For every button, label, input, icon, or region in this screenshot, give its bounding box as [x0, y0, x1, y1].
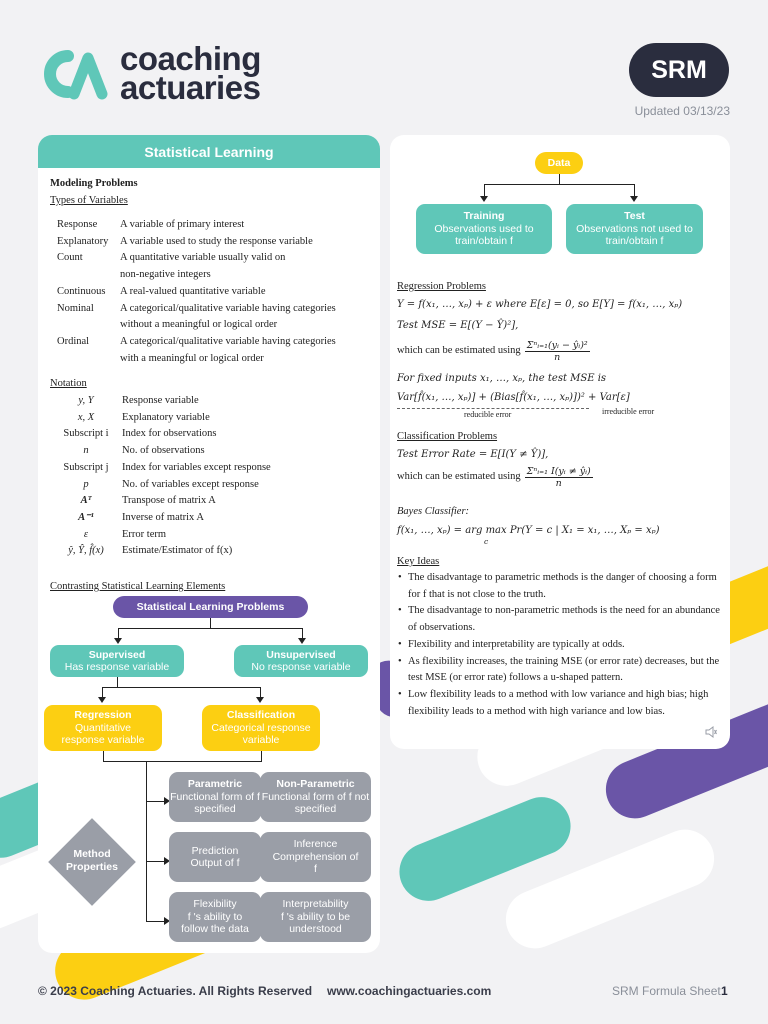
connector: [103, 751, 104, 761]
reducible-label: reducible error: [464, 410, 512, 419]
variables-list: [50, 217, 372, 367]
notation-symbol: n: [83, 445, 89, 457]
supervised-title: Supervised: [88, 648, 146, 661]
variable-type: Response: [57, 219, 98, 230]
logo-mark-icon: [38, 48, 112, 100]
connector: [146, 861, 166, 862]
variable-type: Ordinal: [57, 335, 90, 347]
interpretability-desc: f 's ability to be understood: [280, 910, 351, 936]
connector: [102, 687, 260, 688]
notation-desc: Index for observations: [122, 428, 217, 440]
data-label: Data: [547, 156, 571, 169]
test-box: [566, 204, 703, 254]
flow-unsupervised: [234, 645, 368, 677]
notation-row: [50, 443, 372, 460]
notation-symbol: Subscript i: [63, 428, 109, 440]
variable-row: [50, 267, 372, 284]
supervised-desc: Has response variable: [64, 661, 170, 673]
connector: [146, 801, 166, 802]
key-idea-item: • Flexibility and interpretability are typically at odds.: [397, 637, 723, 654]
flow-classification: [202, 705, 320, 751]
reducible-brace: [397, 408, 589, 409]
parametric-desc: Functional form of f specified: [170, 790, 260, 816]
notation-symbol: x, X: [77, 411, 95, 423]
variable-desc: A quantitative variable usually valid on: [120, 252, 286, 264]
training-desc: Observations used to train/obtain f: [434, 222, 534, 248]
unsupervised-desc: No response variable: [251, 661, 351, 673]
regression-desc: Quantitative response variable: [61, 721, 145, 747]
notation-desc: Inverse of matrix A: [122, 511, 204, 523]
key-ideas-heading: Key Ideas: [397, 556, 440, 567]
key-idea-item: • Low flexibility leads to a method with low variance and high bias; high flexibility leads to a method with high variance and low bias.: [397, 687, 723, 720]
notation-row: [50, 527, 372, 544]
connector: [484, 184, 634, 185]
test-mse-formula: Test MSE = E[(Y − Ŷ)²],: [397, 320, 519, 331]
regression-model: [397, 297, 727, 314]
connector: [302, 628, 303, 638]
card-title: Statistical Learning: [38, 135, 380, 168]
bayes-formula: f(x₁, …, xₚ) = arg max Pr(Y = c | X₁ = x₁, …, Xₚ = xₚ): [397, 525, 660, 536]
error-fraction: [525, 466, 593, 489]
updated-date: Updated 03/13/23: [634, 104, 730, 118]
notation-row: [50, 493, 372, 510]
connector: [103, 761, 262, 762]
classification-desc: Categorical response variable: [211, 721, 311, 747]
variable-row: [50, 334, 372, 351]
arrow-icon: [114, 638, 122, 644]
test-error-rate: [397, 447, 548, 464]
footer-copyright: © 2023 Coaching Actuaries. All Rights Reserved: [38, 984, 313, 998]
notation-desc: Response variable: [122, 395, 199, 406]
fixed-inputs: [397, 371, 606, 388]
connector: [102, 687, 103, 697]
test-mse: [397, 318, 518, 335]
notation-row: [50, 477, 372, 494]
variable-type: [50, 351, 120, 368]
variable-row: [50, 217, 372, 234]
flow-interpretability: [260, 892, 371, 942]
footer-sheet: SRM Formula Sheet: [612, 984, 721, 998]
logo-line1: coaching: [120, 40, 261, 77]
flow-root-label: Statistical Learning Problems: [136, 600, 285, 613]
error-denominator: n: [555, 478, 562, 489]
fixed-inputs-text: For fixed inputs x₁, …, xₚ, the test MSE is: [397, 373, 607, 384]
variable-type: [50, 317, 120, 334]
notation-desc: No. of variables except response: [122, 478, 259, 490]
notation-desc: Explanatory variable: [122, 411, 210, 423]
connector: [118, 628, 119, 638]
data-pill: [535, 152, 583, 174]
variable-row: [50, 317, 372, 334]
connector: [559, 174, 560, 184]
mse-estimate: [397, 340, 590, 363]
notation-symbol: A⁻¹: [78, 511, 94, 523]
error-estimate-text: which can be estimated using: [397, 471, 521, 483]
variable-type: [50, 267, 120, 284]
speaker-icon: [705, 726, 717, 738]
method-properties-label: [54, 848, 130, 874]
test-title: Test: [624, 210, 645, 223]
notation-desc: Transpose of matrix A: [122, 495, 216, 507]
bayes-heading: Bayes Classifier:: [397, 506, 470, 517]
connector: [146, 921, 166, 922]
bayes-classifier: [397, 523, 727, 540]
arrow-icon: [256, 697, 264, 703]
notation-symbol: ε: [83, 528, 89, 540]
flow-parametric: [169, 772, 261, 822]
brand-logo: [38, 40, 298, 106]
regression-formula: Y = f(x₁, …, xₚ) + ε where E[ε] = 0, so E[Y] = f(x₁, …, xₚ): [397, 299, 683, 310]
test-error-formula: Test Error Rate = E[I(Y ≠ Ŷ)],: [397, 449, 549, 460]
notation-desc: Error term: [122, 528, 167, 540]
regression-title: Regression: [74, 709, 132, 722]
non-parametric-title: Non-Parametric: [276, 778, 355, 791]
arrow-icon: [480, 196, 488, 202]
inference-desc: Comprehension of f: [272, 850, 359, 876]
notation-desc: Estimate/Estimator of f(x): [122, 545, 233, 557]
connector: [260, 687, 261, 697]
notation-row: [50, 543, 372, 560]
flow-regression: [44, 705, 162, 751]
variable-row: [50, 250, 372, 267]
connector: [261, 751, 262, 761]
variable-desc: A real-valued quantitative variable: [120, 285, 266, 297]
notation-list: [50, 393, 372, 560]
notation-row: [50, 510, 372, 527]
flow-inference: [260, 832, 371, 882]
notation-row: [50, 426, 372, 443]
key-idea-item: • As flexibility increases, the training MSE (or error rate) decreases, but the test MSE (or error rate) follows a u-shaped pattern.: [397, 654, 723, 687]
parametric-title: Parametric: [187, 778, 243, 791]
flow-supervised: [50, 645, 184, 677]
classification-heading: Classification Problems: [397, 431, 498, 442]
test-desc: Observations not used to train/obtain f: [576, 222, 693, 248]
key-idea-item: • The disadvantage to non-parametric methods is the need for an abundance of observations.: [397, 603, 723, 636]
mse-fraction: [525, 340, 590, 363]
footer-website[interactable]: www.coachingactuaries.com: [327, 984, 492, 998]
mse-denominator: n: [554, 352, 561, 363]
flexibility-title: Flexibility: [193, 898, 237, 911]
prediction-desc: Output of f: [190, 857, 240, 869]
logo-line2: actuaries: [120, 69, 261, 106]
inference-title: Inference: [293, 838, 338, 851]
notation-symbol: Subscript j: [63, 461, 109, 473]
training-title: Training: [463, 210, 505, 223]
notation-symbol: Aᵀ: [80, 495, 92, 507]
key-ideas-list: [397, 570, 723, 720]
notation-symbol: y, Y: [78, 395, 94, 406]
statistical-learning-card: [38, 135, 380, 953]
mse-estimate-text: which can be estimated using: [397, 345, 521, 357]
variable-type: Count: [57, 252, 83, 264]
error-numerator: Σⁿᵢ₌₁ I(yᵢ ≠ ŷᵢ): [526, 466, 591, 477]
variable-row: [50, 234, 372, 251]
interpretability-title: Interpretability: [282, 898, 349, 911]
arrow-icon: [98, 697, 106, 703]
method-l1: Method: [73, 848, 111, 860]
connector: [484, 184, 485, 196]
flow-non-parametric: [260, 772, 371, 822]
variable-type: Continuous: [57, 285, 106, 297]
flexibility-desc: f 's ability to follow the data: [181, 910, 249, 936]
variable-desc: non-negative integers: [120, 269, 211, 281]
training-box: [416, 204, 552, 254]
notation-row: [50, 393, 372, 410]
flow-prediction: [169, 832, 261, 882]
variable-row: [50, 284, 372, 301]
flow-root: [113, 596, 308, 618]
data-problems-card: [390, 135, 730, 749]
irreducible-label: irreducible error: [602, 407, 655, 416]
variable-row: [50, 301, 372, 318]
connector: [117, 677, 118, 687]
unsupervised-title: Unsupervised: [266, 648, 336, 661]
variable-desc: without a meaningful or logical order: [120, 319, 278, 331]
types-heading: Types of Variables: [50, 195, 128, 206]
variable-desc: A variable used to study the response variable: [120, 235, 313, 247]
key-idea-item: • The disadvantage to parametric methods is the danger of choosing a form for f that is not close to the truth.: [397, 570, 723, 603]
non-parametric-desc: Functional form of f not specified: [261, 790, 370, 816]
regression-heading: Regression Problems: [397, 281, 486, 292]
variable-desc: A categorical/qualitative variable having categories: [120, 335, 336, 347]
variable-desc: A categorical/qualitative variable having categories: [120, 302, 336, 314]
variable-type: Nominal: [57, 302, 94, 314]
notation-desc: No. of observations: [122, 445, 205, 457]
connector: [118, 628, 302, 629]
notation-row: [50, 410, 372, 427]
arrow-icon: [630, 196, 638, 202]
flow-flexibility: [169, 892, 261, 942]
srm-badge: SRM: [629, 43, 729, 97]
classification-title: Classification: [226, 709, 296, 722]
notation-desc: Index for variables except response: [122, 461, 271, 473]
modeling-heading: Modeling Problems: [50, 178, 138, 189]
method-l2: Properties: [66, 861, 118, 873]
variable-desc: A variable of primary interest: [120, 219, 245, 230]
bias-variance: [397, 390, 727, 407]
variable-desc: with a meaningful or logical order: [120, 352, 264, 364]
error-estimate: [397, 466, 593, 489]
connector: [146, 761, 147, 921]
footer-page: 1: [721, 984, 728, 998]
notation-symbol: ŷ, Ŷ, f̂(x): [68, 545, 104, 557]
notation-row: [50, 460, 372, 477]
bias-variance-formula: Var[f̂(x₁, …, xₚ)] + (Bias[f̂(x₁, …, xₚ)])² + Var[ε]: [397, 392, 630, 403]
bayes-argmax-sub: c: [484, 537, 489, 546]
notation-heading: Notation: [50, 378, 87, 389]
connector: [634, 184, 635, 196]
connector: [210, 618, 211, 628]
contrast-heading: Contrasting Statistical Learning Elements: [50, 581, 226, 592]
variable-type: Explanatory: [57, 235, 109, 247]
mse-numerator: Σⁿᵢ₌₁(yᵢ − ŷᵢ)²: [526, 340, 588, 351]
notation-symbol: p: [83, 478, 89, 490]
prediction-title: Prediction: [191, 844, 239, 857]
variable-row: [50, 351, 372, 368]
arrow-icon: [298, 638, 306, 644]
